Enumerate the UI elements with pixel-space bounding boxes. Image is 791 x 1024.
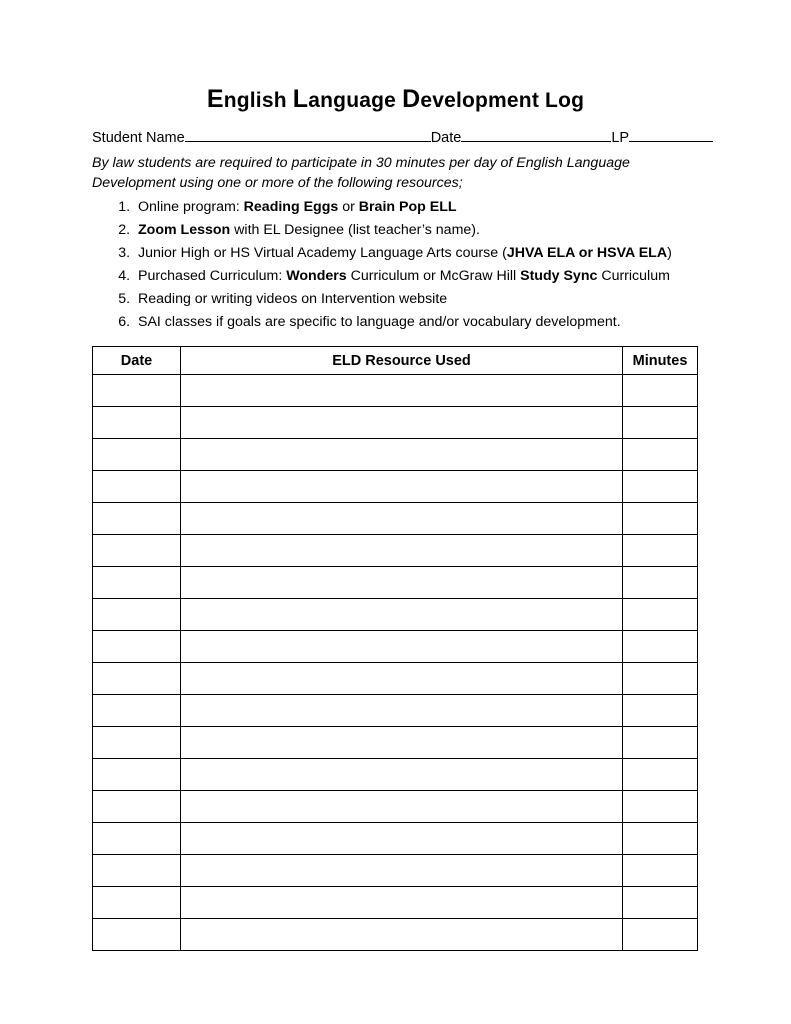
table-row	[93, 887, 698, 919]
table-row	[93, 599, 698, 631]
minutes-cell[interactable]	[623, 759, 698, 791]
table-row	[93, 791, 698, 823]
law-requirement-text: By law students are required to participate in 30 minutes per day of English Language Development using one or more of the following resources;	[92, 154, 630, 192]
resource-cell[interactable]	[181, 759, 623, 791]
table-row	[93, 727, 698, 759]
resource-cell[interactable]	[181, 663, 623, 695]
resource-cell[interactable]	[181, 567, 623, 599]
date-cell[interactable]	[93, 695, 181, 727]
resource-item: 6. SAI classes if goals are specific to language and/or vocabulary development.	[134, 311, 699, 334]
resource-cell[interactable]	[181, 727, 623, 759]
minutes-cell[interactable]	[623, 823, 698, 855]
student-name-field[interactable]	[185, 128, 431, 142]
minutes-cell[interactable]	[623, 663, 698, 695]
date-cell[interactable]	[93, 503, 181, 535]
date-cell[interactable]	[93, 375, 181, 407]
resource-cell[interactable]	[181, 599, 623, 631]
table-row	[93, 631, 698, 663]
resource-cell[interactable]	[181, 919, 623, 951]
resource-cell[interactable]	[181, 823, 623, 855]
minutes-cell[interactable]	[623, 439, 698, 471]
minutes-cell[interactable]	[623, 503, 698, 535]
date-cell[interactable]	[93, 535, 181, 567]
table-row	[93, 695, 698, 727]
table-row	[93, 535, 698, 567]
table-row	[93, 471, 698, 503]
date-cell[interactable]	[93, 471, 181, 503]
resource-cell[interactable]	[181, 695, 623, 727]
date-cell[interactable]	[93, 567, 181, 599]
resources-list	[92, 196, 699, 334]
table-row	[93, 503, 698, 535]
minutes-cell[interactable]	[623, 695, 698, 727]
lp-label: LP	[611, 129, 630, 146]
table-row	[93, 919, 698, 951]
resource-item: 4. Purchased Curriculum: Wonders Curriculum or McGraw Hill Study Sync Curriculum	[134, 265, 699, 288]
date-cell[interactable]	[93, 791, 181, 823]
page-title	[92, 86, 699, 114]
lp-field[interactable]	[629, 128, 713, 142]
title-part-2: L	[292, 85, 309, 113]
date-label: Date	[430, 129, 462, 146]
minutes-cell[interactable]	[623, 791, 698, 823]
table-header-row	[93, 347, 698, 375]
table-row	[93, 823, 698, 855]
minutes-cell[interactable]	[623, 727, 698, 759]
resource-cell[interactable]	[181, 855, 623, 887]
minutes-cell[interactable]	[623, 919, 698, 951]
date-cell[interactable]	[93, 919, 181, 951]
resource-cell[interactable]	[181, 439, 623, 471]
minutes-cell[interactable]	[623, 887, 698, 919]
resource-item: 3. Junior High or HS Virtual Academy Language Arts course (JHVA ELA or HSVA ELA)	[134, 242, 699, 265]
resource-cell[interactable]	[181, 791, 623, 823]
table-row	[93, 407, 698, 439]
table-row	[93, 855, 698, 887]
resource-cell[interactable]	[181, 375, 623, 407]
date-cell[interactable]	[93, 407, 181, 439]
date-cell[interactable]	[93, 631, 181, 663]
table-row	[93, 663, 698, 695]
title-part-1: nglish	[223, 89, 293, 112]
minutes-cell[interactable]	[623, 535, 698, 567]
minutes-cell[interactable]	[623, 375, 698, 407]
table-body	[93, 375, 698, 951]
minutes-cell[interactable]	[623, 407, 698, 439]
eld-log-table	[92, 346, 698, 951]
resource-cell[interactable]	[181, 535, 623, 567]
date-cell[interactable]	[93, 727, 181, 759]
title-part-3: anguage	[308, 89, 403, 112]
student-info-row	[92, 128, 699, 147]
table-header-cell: ELD Resource Used	[181, 347, 623, 375]
date-field[interactable]	[461, 128, 611, 142]
resource-item: 5. Reading or writing videos on Intervention website	[134, 288, 699, 311]
minutes-cell[interactable]	[623, 631, 698, 663]
date-cell[interactable]	[93, 855, 181, 887]
date-cell[interactable]	[93, 823, 181, 855]
table-row	[93, 567, 698, 599]
table-row	[93, 759, 698, 791]
date-cell[interactable]	[93, 887, 181, 919]
minutes-cell[interactable]	[623, 599, 698, 631]
table-row	[93, 375, 698, 407]
document-content	[92, 86, 699, 951]
date-cell[interactable]	[93, 439, 181, 471]
minutes-cell[interactable]	[623, 855, 698, 887]
resource-cell[interactable]	[181, 631, 623, 663]
resource-cell[interactable]	[181, 471, 623, 503]
resource-cell[interactable]	[181, 503, 623, 535]
date-cell[interactable]	[93, 599, 181, 631]
table-header-cell: Date	[93, 347, 181, 375]
title-part-5: evelopment Log	[420, 89, 585, 112]
resource-item: 2. Zoom Lesson with EL Designee (list teacher’s name).	[134, 219, 699, 242]
date-cell[interactable]	[93, 663, 181, 695]
student-name-label: Student Name	[92, 129, 185, 146]
resource-cell[interactable]	[181, 407, 623, 439]
minutes-cell[interactable]	[623, 567, 698, 599]
resource-cell[interactable]	[181, 887, 623, 919]
resource-item: 1. Online program: Reading Eggs or Brain Pop ELL	[134, 196, 699, 219]
minutes-cell[interactable]	[623, 471, 698, 503]
table-row	[93, 439, 698, 471]
title-part-4: D	[402, 85, 421, 113]
title-part-0: E	[206, 85, 224, 113]
date-cell[interactable]	[93, 759, 181, 791]
table-header-cell: Minutes	[623, 347, 698, 375]
